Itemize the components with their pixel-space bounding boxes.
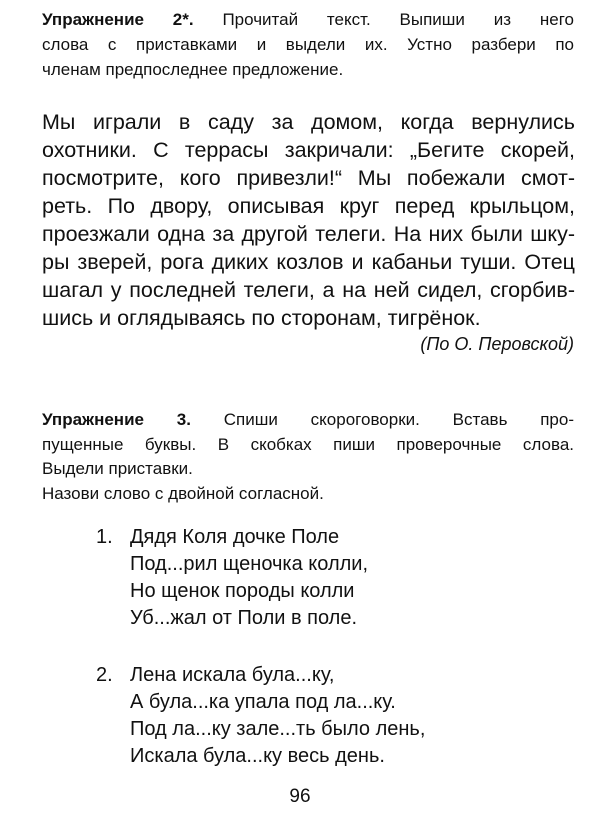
verse-2-line-2: А була...ка упала под ла...ку. (130, 691, 396, 713)
verse-2-number: 2. (96, 664, 113, 686)
exercise-2-text-line-5: проезжали одна за другой телеги. На них были шку- (42, 222, 575, 246)
exercise-3-instruction-line-3: Выдели приставки. (42, 459, 193, 478)
exercise-2-source: (По О. Перовской) (420, 334, 574, 354)
verse-1-line-3: Но щенок породы колли (130, 580, 355, 602)
exercise-2-text-line-7: шагал у последней телеги, а на ней сидел, сгорбив- (42, 278, 575, 302)
exercise-2-text-line-3: посмотрите, кого привезли!“ Мы побежали смот- (42, 166, 575, 190)
exercise-2-text-line-6: ры зверей, рога диких козлов и кабаньи туши. Отец (42, 250, 575, 274)
verse-1-number: 1. (96, 526, 113, 548)
exercise-2-title: Упражнение 2*. (42, 10, 194, 29)
exercise-2-text-line-8: шись и оглядываясь по сторонам, тигрёнок. (42, 306, 481, 330)
verse-1-line-2: Под...рил щеночка колли, (130, 553, 369, 575)
exercise-2-instruction-text: Прочитай текст. Выпиши из него (222, 10, 574, 29)
verse-1-line-1: Дядя Коля дочке Поле (130, 526, 340, 548)
exercise-2-instruction-line-3: членам предпоследнее предложение. (42, 60, 344, 79)
exercise-3-instruction-line-4: Назови слово с двойной согласной. (42, 484, 324, 503)
exercise-3-instruction-line-1 (42, 410, 574, 430)
page-number: 96 (289, 786, 311, 807)
verse-1-line-4: Уб...жал от Поли в поле. (130, 607, 358, 629)
exercise-2-text-line-4: реть. По двору, описывая круг перед крыльцом, (42, 194, 575, 218)
exercise-2-text-line-2: охотники. С террасы закричали: „Бегите скорей, (42, 138, 575, 162)
verse-2-line-1: Лена искала була...ку, (130, 664, 335, 686)
exercise-2-text-line-1: Мы играли в саду за домом, когда вернулись (42, 110, 575, 134)
exercise-3-instruction-text: Спиши скороговорки. Вставь про- (223, 410, 574, 429)
exercise-3-title: Упражнение 3. (42, 410, 191, 429)
exercise-3-instruction-line-2: пущенные буквы. В скобках пиши проверочные слова. (42, 435, 574, 454)
verse-2-line-4: Искала була...ку весь день. (130, 745, 385, 767)
exercise-2-instruction-line-2: слова с приставками и выдели их. Устно разбери по (42, 35, 574, 54)
verse-2-line-3: Под ла...ку зале...ть было лень, (130, 718, 426, 740)
exercise-2-instruction-line-1 (42, 10, 574, 30)
